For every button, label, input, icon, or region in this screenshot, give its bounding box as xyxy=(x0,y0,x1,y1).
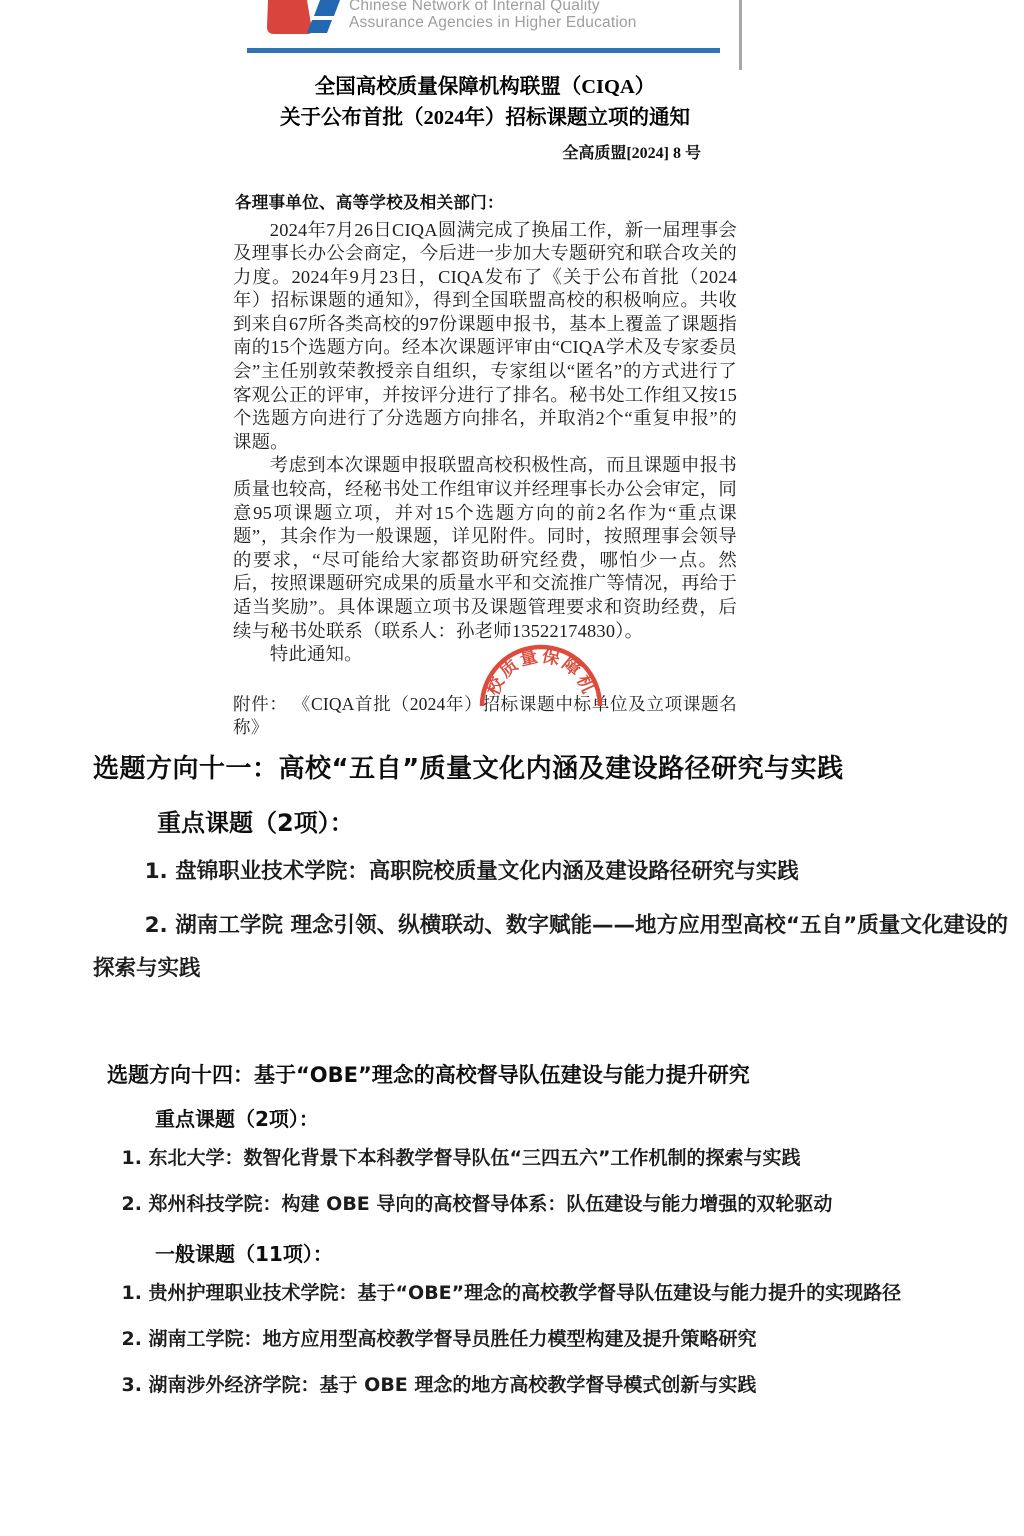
group-label: 重点课题（2项）： xyxy=(157,809,354,837)
notice-title xyxy=(233,72,737,134)
topic-item: 2. 湖南工学院 理念引领、纵横联动、数字赋能——地方应用型高校“五自”质量文化建设的探索与实践 xyxy=(93,913,1008,981)
doc-number: 全高质盟[2024] 8 号 xyxy=(562,144,701,162)
topic-item: 1. 盘锦职业技术学院：高职院校质量文化内涵及建设路径研究与实践 xyxy=(144,859,799,884)
logo-caption xyxy=(349,0,637,31)
notice-title-line1: 全国高校质量保障机构联盟（CIQA） xyxy=(314,75,656,98)
topic-section xyxy=(93,752,1008,990)
salutation: 各理事单位、高等学校及相关部门： xyxy=(235,192,504,212)
logo-caption-line2: Assurance Agencies in Higher Education xyxy=(349,14,637,31)
topic-item: 3. 湖南涉外经济学院：基于 OBE 理念的地方高校教学督导模式创新与实践 xyxy=(121,1374,757,1396)
logo-header xyxy=(233,0,737,34)
notice-body xyxy=(233,189,737,740)
notice-title-line2: 关于公布首批（2024年）招标课题立项的通知 xyxy=(280,106,690,129)
section-heading: 选题方向十四：基于“OBE”理念的高校督导队伍建设与能力提升研究 xyxy=(107,1063,750,1087)
notice-paragraph-2: 考虑到本次课题申报联盟高校积极性高，而且课题申报书质量也较高，经秘书处工作组审议并经理事长办公会审定，同意95项课题立项，并对15个选题方向的前2名作为“重点课题”，其余作为一般课题，详见附件。同时，按照理事会领导的要求，“尽可能给大家都资助研究经费，哪怕少一点。然后，按照课题研究成果的质量水平和交流推广等情况，再给于适当奖励”。具体课题立项书及课题管理要求和资助经费，后续与秘书处联系（联系人：孙老师13522174830）。 xyxy=(233,455,737,641)
section-heading: 选题方向十一：高校“五自”质量文化内涵及建设路径研究与实践 xyxy=(93,754,844,784)
group-label: 重点课题（2项）： xyxy=(155,1107,319,1131)
notice-page xyxy=(233,0,737,740)
notice-closing: 特此通知。 xyxy=(269,644,363,665)
topic-item: 2. 湖南工学院：地方应用型高校教学督导员胜任力模型构建及提升策略研究 xyxy=(121,1328,757,1350)
seal-arc-text: 校质量保障机 xyxy=(483,646,599,699)
header-divider xyxy=(247,48,720,53)
ciqa-logo-icon xyxy=(264,0,340,34)
topic-section xyxy=(93,1062,1008,1405)
page-edge-line xyxy=(739,0,742,70)
topic-item: 1. 贵州护理职业技术学院：基于“OBE”理念的高校教学督导队伍建设与能力提升的实现路径 xyxy=(121,1282,902,1304)
topic-item: 1. 东北大学：数智化背景下本科教学督导队伍“三四五六”工作机制的探索与实践 xyxy=(121,1147,801,1169)
topic-item: 2. 郑州科技学院：构建 OBE 导向的高校督导体系：队伍建设与能力增强的双轮驱动 xyxy=(121,1193,833,1215)
group-label: 一般课题（11项）： xyxy=(155,1242,333,1266)
logo-caption-line1: Chinese Network of Internal Quality xyxy=(349,0,600,14)
attachment-line: 附件： 《CIQA首批（2024年）招标课题中标单位及立项课题名称》 xyxy=(233,693,737,738)
topics-list xyxy=(93,752,1008,1405)
notice-paragraph-1: 2024年7月26日CIQA圆满完成了换届工作，新一届理事会及理事长办公会商定，今后进一步加大专题研究和联合攻关的力度。2024年9月23日，CIQA发布了《关于公布首批（2024年）招标课题的通知》，得到全国联盟高校的积极响应。共收到来自67所各类高校的97份课题申报书，基本上覆盖了课题指南的15个选题方向。经本次课题评审由“CIQA学术及专家委员会”主任别敦荣教授亲自组织，专家组以“匿名”的方式进行了客观公正的评审，并按评分进行了排名。秘书处工作组又按15个选题方向进行了分选题方向排名，并取消2个“重复申报”的课题。 xyxy=(233,219,737,452)
